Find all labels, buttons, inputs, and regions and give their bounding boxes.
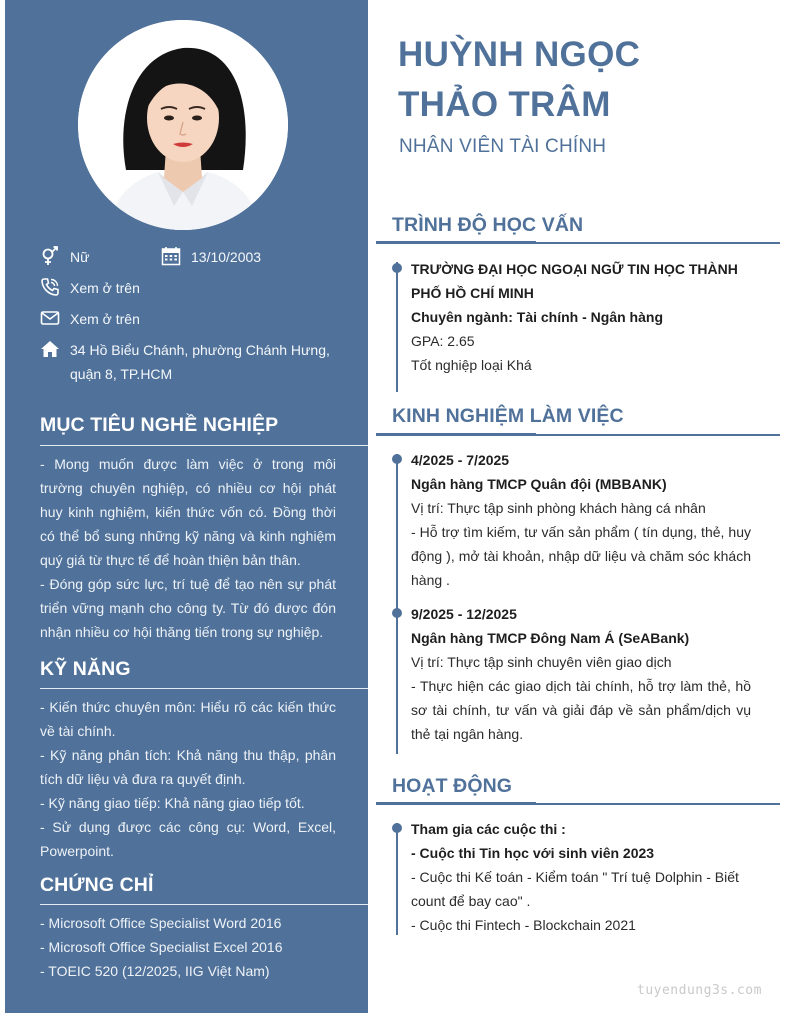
school-name: TRƯỜNG ĐẠI HỌC NGOẠI NGỮ TIN HỌC THÀNH PHỐ HỒ CHÍ MINH — [411, 261, 738, 301]
activities-heading: Tham gia các cuộc thi : — [411, 821, 566, 837]
sidebar — [5, 0, 368, 1013]
activities-divider — [376, 803, 780, 805]
objective-title: MỤC TIÊU NGHỀ NGHIỆP — [40, 414, 279, 436]
objective-text — [40, 452, 336, 644]
activity-item: - Cuộc thi Tin học với sinh viên 2023 — [411, 845, 655, 861]
email-value: Xem ở trên — [70, 311, 140, 327]
timeline-dot — [392, 823, 402, 833]
job-period: 9/2025 - 12/2025 — [411, 606, 517, 622]
name-line: THẢO TRÂM — [398, 85, 611, 124]
education-divider — [376, 242, 780, 244]
gender-icon — [39, 245, 61, 267]
education-entry — [411, 257, 751, 377]
phone-icon — [39, 276, 61, 298]
email-field — [39, 307, 140, 331]
skills-title: KỸ NĂNG — [40, 658, 131, 680]
phone-field — [39, 276, 140, 300]
dob-field — [160, 245, 261, 269]
job-position: Vị trí: Thực tập sinh phòng khách hàng cá nhân — [411, 500, 706, 516]
job-period: 4/2025 - 7/2025 — [411, 452, 510, 468]
experience-timeline — [396, 454, 398, 754]
timeline-dot — [392, 263, 402, 273]
envelope-icon — [39, 307, 61, 329]
gender-value: Nữ — [70, 249, 90, 265]
experience-entry — [411, 602, 751, 746]
activities-entry — [411, 817, 751, 937]
company-name: Ngân hàng TMCP Quân đội (MBBANK) — [411, 476, 667, 492]
watermark: tuyendung3s.com — [637, 983, 762, 998]
job-title: NHÂN VIÊN TÀI CHÍNH — [399, 136, 607, 157]
job-description: - Hỗ trợ tìm kiếm, tư vấn sản phẩm ( tín dụng, thẻ, huy động ), mở tài khoản, nhập dữ liệu và chăm sóc khách hàng . — [411, 524, 751, 588]
skill-item: - Sử dụng được các công cụ: Word, Excel, Powerpoint. — [40, 819, 336, 859]
calendar-icon — [160, 245, 182, 267]
company-name: Ngân hàng TMCP Đông Nam Á (SeABank) — [411, 630, 690, 646]
activity-item: - Cuộc thi Fintech - Blockchain 2021 — [411, 917, 636, 933]
skills-divider — [40, 688, 368, 689]
gpa: GPA: 2.65 — [411, 333, 475, 349]
objective-paragraph: - Đóng góp sức lực, trí tuệ để tạo nên sự phát triển vững mạnh cho công ty. Từ đó được đón nhận nhiều cơ hội thăng tiến trong sự nghiệp. — [40, 576, 336, 640]
certificate-item: - Microsoft Office Specialist Word 2016 — [40, 915, 282, 931]
profile-photo — [78, 20, 288, 230]
portrait-image — [78, 20, 288, 230]
dob-value: 13/10/2003 — [191, 249, 262, 265]
timeline-dot — [392, 608, 402, 618]
job-position: Vị trí: Thực tập sinh chuyên viên giao dịch — [411, 654, 672, 670]
experience-entry — [411, 448, 751, 592]
major: Chuyên ngành: Tài chính - Ngân hàng — [411, 309, 663, 325]
certificates-divider — [40, 904, 368, 905]
phone-value: Xem ở trên — [70, 280, 140, 296]
education-title: TRÌNH ĐỘ HỌC VẤN — [392, 214, 584, 236]
certificate-item: - TOEIC 520 (12/2025, IIG Việt Nam) — [40, 963, 270, 979]
certificates-title: CHỨNG CHỈ — [40, 874, 154, 896]
experience-divider — [376, 434, 780, 436]
home-icon — [39, 338, 61, 360]
skill-item: - Kỹ năng giao tiếp: Khả năng giao tiếp tốt. — [40, 795, 305, 811]
job-description: - Thực hiện các giao dịch tài chính, hỗ trợ làm thẻ, hồ sơ tài chính, tư vấn và giải đáp về sản phẩm/dịch vụ thẻ tại ngân hàng. — [411, 678, 751, 742]
candidate-name — [398, 30, 640, 130]
skills-list — [40, 695, 336, 863]
gender-field — [39, 245, 89, 269]
name-line: HUỲNH NGỌC — [398, 35, 641, 74]
address-field — [39, 338, 359, 386]
skill-item: - Kiến thức chuyên môn: Hiểu rõ các kiến thức về tài chính. — [40, 699, 336, 739]
activities-timeline — [396, 823, 398, 935]
grade: Tốt nghiệp loại Khá — [411, 357, 532, 373]
objective-divider — [40, 445, 368, 446]
skill-item: - Kỹ năng phân tích: Khả năng thu thập, phân tích dữ liệu và đưa ra quyết định. — [40, 747, 336, 787]
certificates-list — [40, 911, 336, 983]
activity-item: - Cuộc thi Kế toán - Kiểm toán " Trí tuệ Dolphin - Biết count để bay cao" . — [411, 869, 739, 909]
certificate-item: - Microsoft Office Specialist Excel 2016 — [40, 939, 283, 955]
address-value: 34 Hồ Biểu Chánh, phường Chánh Hưng, quận 8, TP.HCM — [70, 342, 330, 382]
activities-title: HOẠT ĐỘNG — [392, 775, 513, 797]
timeline-dot — [392, 454, 402, 464]
education-timeline — [396, 262, 398, 392]
objective-paragraph: - Mong muốn được làm việc ở trong môi trường chuyên nghiệp, có nhiều cơ hội phát huy kinh nghiệm, kiến thức vốn có. Đồng thời có thể bổ sung những kỹ năng và kinh nghiệm quý giá từ thực tế để hoàn thiện bản thân. — [40, 456, 336, 568]
experience-title: KINH NGHIỆM LÀM VIỆC — [392, 405, 624, 427]
